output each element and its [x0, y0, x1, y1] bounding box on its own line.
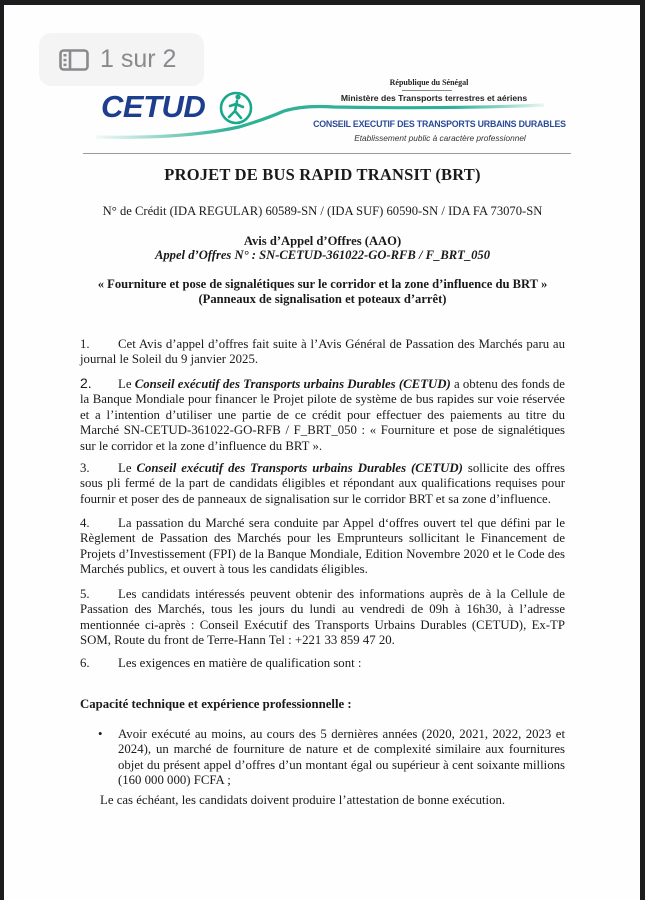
sidebar-icon	[59, 49, 89, 71]
etablissement-label: Etablissement public à caractère professionnel	[354, 133, 526, 143]
paragraph-text: a obtenu des fonds de la Banque Mondiale pour financer le Projet pilote de système de bus rapides sur voie réservée et a l’intention d’utiliser une partie de ce crédit pour effectuer des paiements au titre du Marché SN-CETUD-361022-GO-RFB / F_BRT_050 : « Fourniture et pose de signalétiques sur le corridor et la zone d’influence du BRT ».	[80, 377, 565, 453]
objet-line-1: « Fourniture et pose de signalétiques sur le corridor et la zone d’influence du BRT »	[97, 277, 548, 291]
paragraph-prefix: Le	[118, 377, 135, 391]
page-count-label: 1 sur 2	[100, 45, 177, 73]
paragraph-number: 1.	[80, 337, 90, 351]
paragraph-text: Les candidats intéressés peuvent obtenir des informations auprès de à la Cellule de Passation des Marchés, tous les jours du lundi au vendredi de 09h à 16h30, à l’adresse mentionnée ci-après : Conseil Exécutif des Transports Urbains Durables (CETUD), Ex-TP SOM, Route du front de Terre-Hann Tel : +221 33 859 47 20.	[80, 587, 565, 648]
paragraph-5	[80, 587, 565, 649]
paragraph-text: sollicite des offres sous pli fermé de la part de candidats éligibles et répondant aux qualifications requises pour fournir et poser des de panneaux de signalisation sur le corridor BRT et sa zone d’influence.	[80, 461, 565, 506]
republique-label: République du Sénégal	[389, 78, 469, 87]
bullet-text: Avoir exécuté au moins, au cours des 5 dernières années (2020, 2021, 2022, 2023 et 2024), un marché de fourniture de nature et de complexité similaire aux fournitures objet du présent appel d’offres d’un montant égal ou supérieur à cent soixante millions (160 000 000) FCFA ;	[118, 727, 565, 788]
paragraph-4	[80, 516, 565, 578]
paragraph-text: Les exigences en matière de qualification sont :	[118, 656, 362, 670]
cetud-logo: CETUD	[101, 89, 206, 124]
aao-number: Appel d’Offres N° : SN-CETUD-361022-GO-RFB / F_BRT_050	[154, 248, 491, 262]
conseil-label: CONSEIL EXECUTIF DES TRANSPORTS URBAINS DURABLES	[313, 119, 566, 129]
paragraph-3	[80, 461, 565, 507]
paragraph-text: La passation du Marché sera conduite par Appel d‘offres ouvert tel que défini par le Règlement de Passation des Marchés pour les Emprunteurs sollicitant le Financement de Projets d’Investissement (FPI) de la Banque Mondiale, Edition Novembre 2020 et le Code des Marchés publics, et ouvert à tous les candidats éligibles.	[80, 516, 565, 577]
paragraph-number: 4.	[80, 516, 90, 530]
objet-line-2: (Panneaux de signalisation et poteaux d’arrêt)	[198, 292, 447, 306]
paragraph-entity: Conseil exécutif des Transports urbains Durables (CETUD)	[136, 461, 463, 475]
paragraph-number: 6.	[80, 656, 90, 670]
document-title: PROJET DE BUS RAPID TRANSIT (BRT)	[164, 165, 481, 184]
paragraph-6	[80, 656, 565, 671]
credit-number: N° de Crédit (IDA REGULAR) 60589-SN / (IDA SUF) 60590-SN / IDA FA 73070-SN	[102, 204, 543, 218]
page-indicator[interactable]	[39, 33, 204, 86]
paragraph-number: 2.	[80, 375, 92, 391]
aao-heading: Avis d’Appel d’Offres (AAO)	[243, 234, 402, 248]
bullet-item	[100, 727, 565, 789]
pedestrian-circle-icon	[216, 87, 258, 129]
ministere-label: Ministère des Transports terrestres et aériens	[340, 93, 528, 103]
bullet-icon: •	[98, 727, 103, 741]
paragraph-prefix: Le	[118, 461, 137, 475]
section-heading: Capacité technique et expérience professionnelle :	[80, 697, 352, 711]
objet-block	[0, 277, 645, 307]
paragraph-2	[80, 376, 565, 454]
paragraph-number: 5.	[80, 587, 90, 601]
paragraph-text: Cet Avis d’appel d’offres fait suite à l’Avis Général de Passation des Marchés paru au journal le Soleil du 9 janvier 2025.	[80, 337, 565, 367]
paragraph-1	[80, 337, 565, 368]
paragraph-number: 3.	[80, 461, 90, 475]
header-divider	[83, 153, 571, 154]
republique-divider	[402, 90, 452, 91]
closing-statement: Le cas échéant, les candidats doivent produire l’attestation de bonne exécution.	[100, 793, 506, 807]
paragraph-entity: Conseil exécutif des Transports urbains Durables (CETUD)	[134, 377, 451, 391]
